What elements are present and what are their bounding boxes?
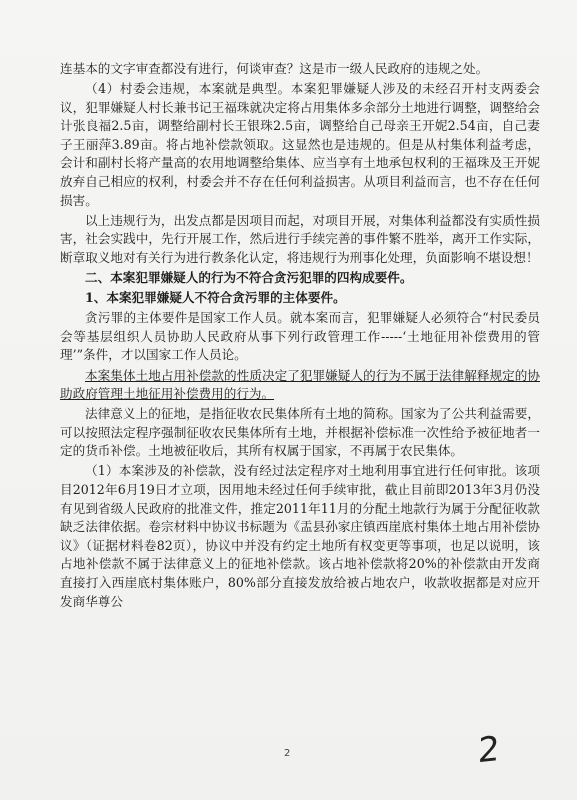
handwritten-page-mark: 2 xyxy=(477,728,501,772)
paragraph-intro-continuation: 连基本的文字审查都没有进行，何谈审查？这是市一级人民政府的违规之处。 xyxy=(60,61,489,76)
subsection-heading-one: 1、本案犯罪嫌疑人不符合贪污罪的主体要件。 xyxy=(85,290,346,306)
paragraph-subject-requirement: 贪污罪的主体要件是国家工作人员。就本案而言，犯罪嫌疑人必须符合“村民委员会等基层组织人员协助人民政府从事下列行政管理工作-----‘土地征用补偿费用的管理’”条件，才以国家工作人员论。 xyxy=(60,310,540,363)
paragraph-underlined-conclusion: 本案集体土地占用补偿款的性质决定了犯罪嫌疑人的行为不属于法律解释规定的协助政府管理土地征用补偿费用的行为。 xyxy=(60,367,540,402)
document-body xyxy=(60,60,540,613)
paragraph-violation-summary: 以上违规行为，出发点都是因项目而起，对项目开展，对集体利益都没有实质性损害，社会实践中，先行开展工作，然后进行手续完善的事件繁不胜举，离开工作实际，断章取义地对有关行为进行教条化认定，将违规行为刑事化处理，负面影响不堪设想！ xyxy=(60,212,540,265)
page-number: 2 xyxy=(284,748,291,759)
paragraph-compensation-analysis: （1）本案涉及的补偿款，没有经过法定程序对土地利用事宜进行任何审批。该项目2012年6月19日才立项，因用地未经过任何手续审批，截止目前即2013年3月仍没有见到省级人民政府的批准文件，推定2011年11月的分配土地款行为属于分配征收款缺乏法律依据。卷宗材料中协议书标题为《盂县孙家庄镇西崖底村集体土地占用补偿协议》（证据材料卷82页），协议中并没有约定土地所有权变更等事项，也足以说明，该占地补偿款不属于法律意义上的征地补偿款。该占地补偿款将20%的补偿款由开发商直接打入西崖底村集体账户，80%部分直接发放给被占地农户，收款收据都是对应开发商华尊公 xyxy=(60,463,540,609)
paragraph-village-committee-violation: （4）村委会违规，本案就是典型。本案犯罪嫌疑人涉及的未经召开村支两委会议，犯罪嫌疑人村长兼书记王福珠就决定将占用集体多余部分土地进行调整，调整给会计张良福2.5亩，调整给副村长王银珠2.5亩，调整给自己母亲王开妮2.54亩，自己妻子王丽萍3.89亩。将占地补偿款领取。这显然也是违规的。但是从村集体利益考虑，会计和副村长将产量高的农用地调整给集体、应当享有土地承包权利的王福珠及王开妮放弃自己相应的权利，村委会并不存在任何利益损害。从项目利益而言，也不存在任何损害。 xyxy=(60,81,540,208)
paragraph-land-requisition-definition: 法律意义上的征地，是指征收农民集体所有土地的简称。国家为了公共利益需要，可以按照法定程序强制征收农民集体所有土地，并根据补偿标准一次性给予被征地者一定的货币补偿。土地被征收后，其所有权属于国家，不再属于农民集体。 xyxy=(60,406,540,459)
section-heading-two: 二、本案犯罪嫌疑人的行为不符合贪污犯罪的四构成要件。 xyxy=(85,270,413,286)
